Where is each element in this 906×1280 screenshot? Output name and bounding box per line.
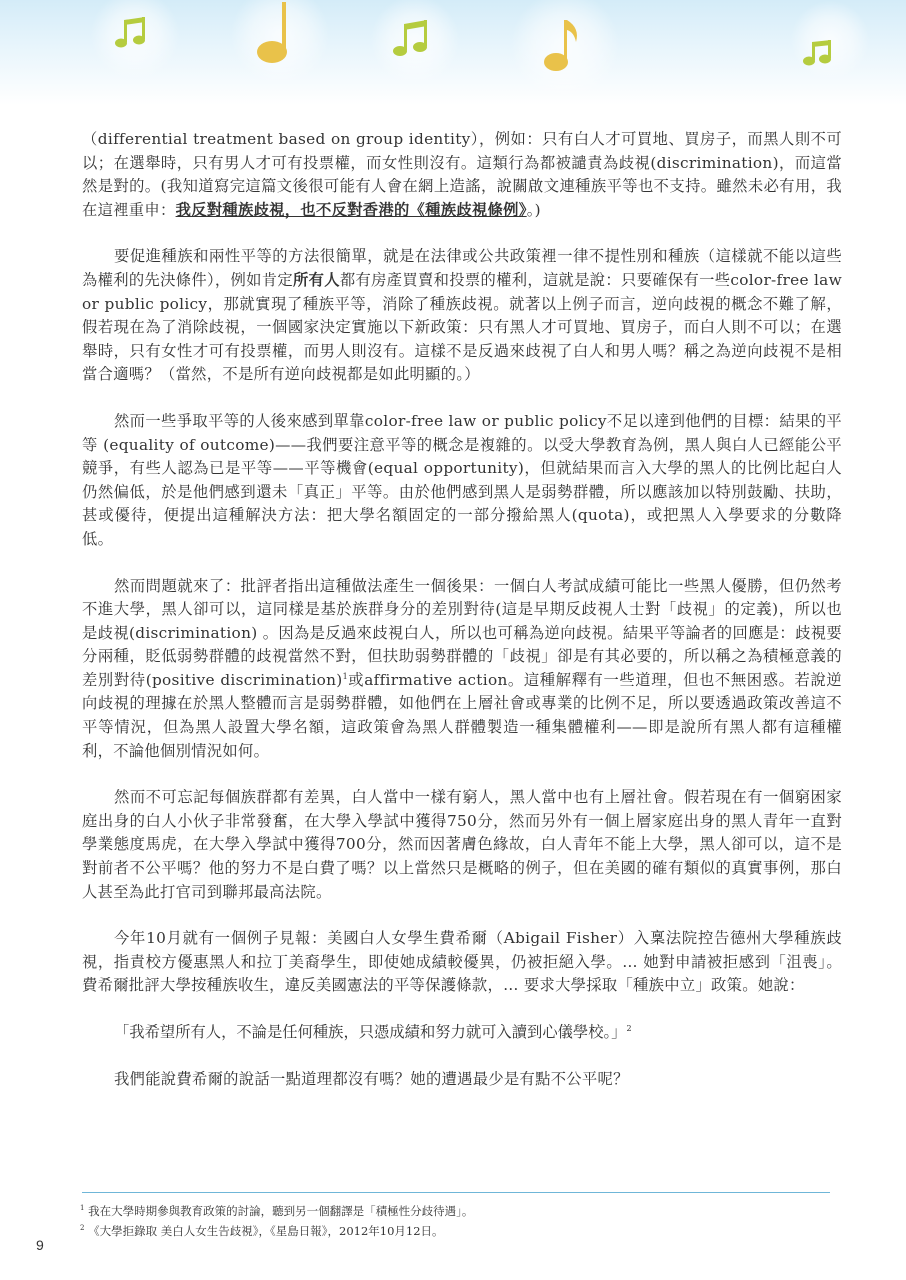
footnote-text: 《大學拒錄取 美白人女生告歧視》，《星島日報》，2012年10月12日。 bbox=[88, 1224, 444, 1238]
header-banner bbox=[0, 0, 906, 105]
paragraph-text: 或affirmative action。這種解釋有一些道理，但也不無困惑。若說逆向歧視的理據在於黑人整體而言是弱勢群體，如他們在上層社會或專業的比例不足，所以要透過政策改善這不平等情況，但為黑人設置大學名額，這政策會為黑人群體製造一種集體權利——即是說所有黑人都有這種權利，不論他個別情況如何。 bbox=[82, 670, 842, 760]
footnote-number: 2 bbox=[80, 1224, 85, 1233]
music-note-icon bbox=[802, 38, 838, 70]
paragraph-text: 都有房產買賣和投票的權利，這就是說：只要確保有一些color-free law or public policy，那就實現了種族平等，消除了種族歧視。就著以上例子而言，逆向歧視的概念不難了解，假若現在為了消除歧視，一個國家決定實施以下新政策：只有黑人才可買地、買房子，而白人則不可以；在選舉時，只有女性才可有投票權，而男人則沒有。這樣不是反過來歧視了白人和男人嗎？稱之為逆向歧視不是相當合適嗎？（當然，不是所有逆向歧視都是如此明顯的。） bbox=[82, 270, 842, 384]
paragraph-text: 然而問題就來了：批評者指出這種做法產生一個後果：一個白人考試成績可能比一些黑人優勝，但仍然考不進大學，黑人卻可以，這同樣是基於族群身分的差別對待(這是早期反歧視人士對「歧視」的定義)，所以也是歧視(discrimination) 。因為是反過來歧視白人，所以也可稱為逆向歧視。結果平等論者的回應是：歧視要分兩種，貶低弱勢群體的歧視當然不對，但扶助弱勢群體的「歧視」卻是有其必要的，所以稱之為積極意義的差別對待(positive discrimination) bbox=[82, 576, 842, 689]
quote-text: 「我希望所有人，不論是任何種族，只憑成績和努力就可入讀到心儀學校。」 bbox=[114, 1023, 627, 1041]
paragraph bbox=[82, 927, 842, 998]
footnote bbox=[80, 1201, 840, 1221]
music-note-icon bbox=[248, 0, 298, 70]
footnote-marker[interactable]: 1 bbox=[342, 671, 348, 681]
paragraph bbox=[82, 128, 842, 222]
footnotes bbox=[80, 1201, 840, 1241]
footnote bbox=[80, 1221, 840, 1241]
paragraph-text: 然而一些爭取平等的人後來感到單靠color-free law or public policy不足以達到他們的目標：結果的平等 (equality of outcome)——我們要注意平等的概念是複雜的。以受大學教育為例，黑人與白人已經能公平競爭，有些人認為已是平等——平等機會(equal opportunity)，但就結果而言入大學的黑人的比例比起白人仍然偏低，於是他們感到還未「真正」平等。由於他們感到黑人是弱勢群體，所以應該加以特別鼓勵、扶助，甚或優待，便提出這種解決方法：把大學名額固定的一部分撥給黑人(quota)，或把黑人入學要求的分數降低。 bbox=[82, 411, 842, 548]
music-note-icon bbox=[392, 18, 434, 64]
music-note-icon bbox=[112, 14, 152, 54]
paragraph bbox=[82, 410, 842, 552]
footnote-number: 1 bbox=[80, 1204, 85, 1213]
paragraph-text: （differential treatment based on group identity），例如：只有白人才可買地、買房子，而黑人則不可以；在選舉時，只有男人才可有投票權，而女性則沒有。這類行為都被譴責為歧視(discrimination)，而這當然是對的。(我知道寫完這篇文後很可能有人會在網上造謠，說關啟文連種族平等也不支持。雖然未必有用，我在這裡重申： bbox=[82, 130, 842, 219]
footnote-marker[interactable]: 2 bbox=[626, 1023, 632, 1033]
paragraph bbox=[82, 575, 842, 764]
footnote-divider bbox=[82, 1192, 830, 1193]
footnote-text: 我在大學時期參與教育政策的討論，聽到另一個翻譯是「積極性分歧待遇」。 bbox=[88, 1204, 474, 1218]
paragraph bbox=[82, 1068, 842, 1092]
paragraph bbox=[82, 245, 842, 387]
paragraph-text: 今年10月就有一個例子見報：美國白人女學生費希爾（Abigail Fisher）入稟法院控告德州大學種族歧視，指責校方優惠黑人和拉丁美裔學生，即使她成績較優異，仍被拒絕入學。… 她對申請被拒感到「沮喪」。費希爾批評大學按種族收生，違反美國憲法的平等保護條款，… 要求大學採取「種族中立」政策。她說： bbox=[82, 929, 842, 995]
paragraph-text: 。) bbox=[526, 200, 541, 219]
emphasized-statement: 我反對種族歧視，也不反對香港的《種族歧視條例》 bbox=[175, 200, 527, 219]
paragraph-text: 然而不可忘記每個族群都有差異，白人當中一樣有窮人，黑人當中也有上層社會。假若現在有一個窮困家庭出身的白人小伙子非常發奮，在大學入學試中獲得750分，然而另外有一個上層家庭出身的黑人青年一直對學業態度馬虎，在大學入學試中獲得700分，然而因著膚色緣故，白人青年不能上大學，黑人卻可以，這不是對前者不公平嗎？他的努力不是白費了嗎？以上當然只是概略的例子，但在美國的確有類似的真實事例，那白人甚至為此打官司到聯邦最高法院。 bbox=[82, 788, 842, 901]
page-number: 9 bbox=[36, 1237, 44, 1253]
paragraph-text: 要促進種族和兩性平等的方法很簡單，就是在法律或公共政策裡一律不提性別和種族（這樣就不能以這些為權利的先決條件），例如肯定 bbox=[82, 247, 842, 289]
article-body bbox=[82, 128, 842, 1114]
paragraph bbox=[82, 786, 842, 904]
music-note-icon bbox=[540, 18, 582, 78]
block-quote bbox=[114, 1021, 842, 1045]
bold-text: 所有人 bbox=[293, 270, 340, 289]
closing-question: 我們能說費希爾的說話一點道理都沒有嗎？她的遭遇最少是有點不公平呢？ bbox=[114, 1069, 629, 1088]
